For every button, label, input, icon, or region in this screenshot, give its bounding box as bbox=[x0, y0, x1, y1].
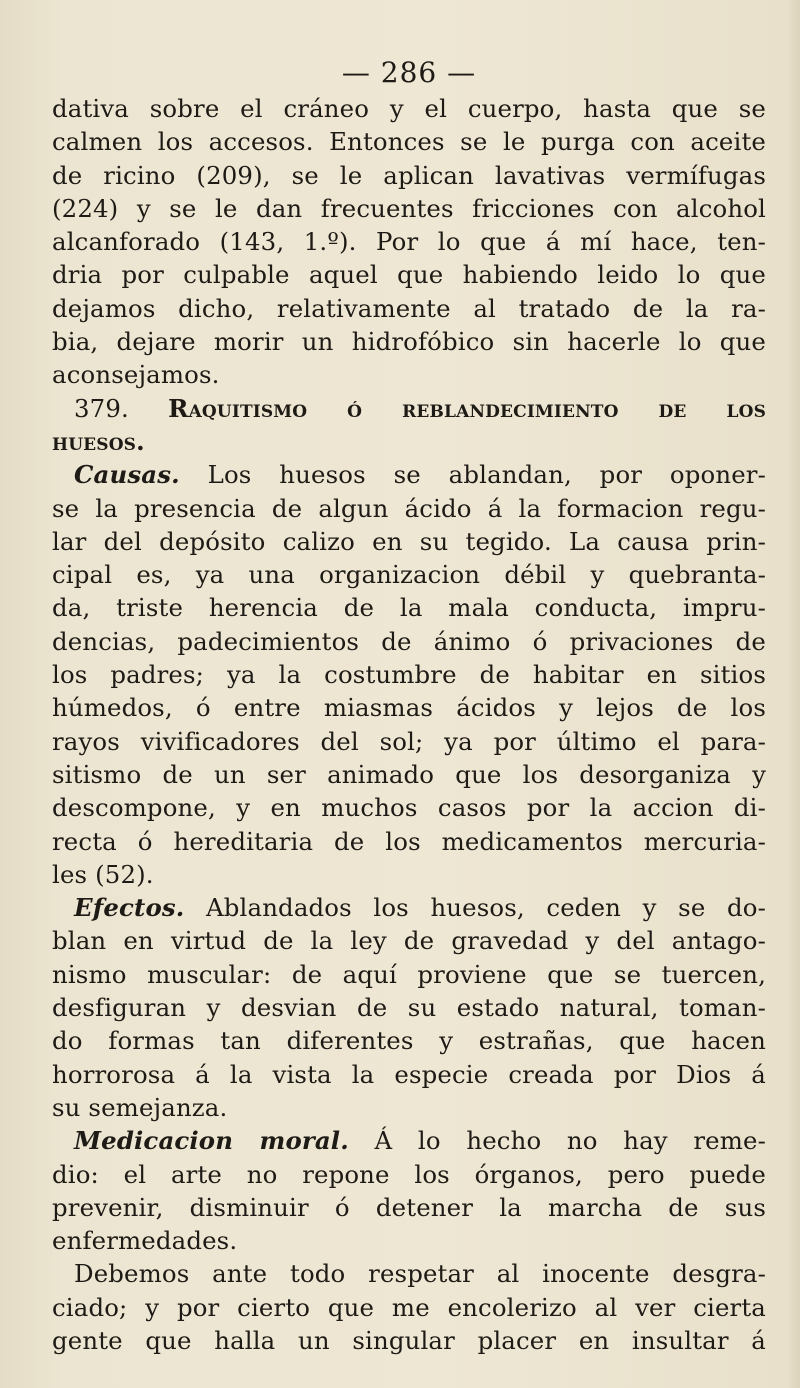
text-line: dio: el arte no repone los órganos, pero puede bbox=[52, 1159, 766, 1189]
text-line: se la presencia de algun ácido á la formacion regu- bbox=[52, 493, 766, 523]
text-line: de ricino (209), se le aplican lavativas vermífugas bbox=[52, 160, 766, 190]
section-title: Raquitismo ó reblandecimiento de los bbox=[168, 393, 766, 423]
causas-text: Los huesos se ablandan, por oponer- bbox=[207, 460, 766, 490]
text-line: calmen los accesos. Entonces se le purga con aceite bbox=[52, 127, 766, 157]
section-heading bbox=[52, 392, 766, 425]
text-line: su semejanza. bbox=[52, 1092, 228, 1122]
text-line: húmedos, ó entre miasmas ácidos y lejos de los bbox=[52, 693, 766, 723]
text-line: bia, dejare morir un hidrofóbico sin hacerle lo que bbox=[52, 327, 766, 357]
efectos-text: Ablandados los huesos, ceden y se do- bbox=[206, 893, 766, 923]
text-line: cipal es, ya una organizacion débil y quebranta- bbox=[52, 560, 766, 590]
section-number: 379. bbox=[74, 393, 129, 423]
text-line: da, triste herencia de la mala conducta, impru- bbox=[52, 593, 766, 623]
text-line: dencias, padecimientos de ánimo ó privaciones de bbox=[52, 626, 766, 656]
previous-paragraph bbox=[52, 92, 766, 392]
text-line: alcanforado (143, 1.º). Por lo que á mí hace, ten- bbox=[52, 227, 766, 257]
text-line: nismo muscular: de aquí proviene que se tuercen, bbox=[52, 959, 766, 989]
text-line: horrorosa á la vista la especie creada por Dios á bbox=[52, 1059, 766, 1089]
text-line: gente que halla un singular placer en insultar á bbox=[52, 1325, 766, 1355]
text-line: sitismo de un ser animado que los desorganiza y bbox=[52, 759, 766, 789]
text-line: desfiguran y desvian de su estado natural, toman- bbox=[52, 993, 766, 1023]
medicacion-first-line bbox=[52, 1124, 766, 1157]
text-line: dejamos dicho, relativamente al tratado de la ra- bbox=[52, 293, 766, 323]
causas-first-line bbox=[52, 458, 766, 491]
section-title-continued: huesos. bbox=[52, 426, 145, 456]
text-line: do formas tan diferentes y estrañas, que hacen bbox=[52, 1026, 766, 1056]
text-line: recta ó hereditaria de los medicamentos mercuria- bbox=[52, 826, 766, 856]
medicacion-text: Á lo hecho no hay reme- bbox=[374, 1126, 766, 1156]
efectos-first-line bbox=[52, 891, 766, 924]
text-line: ciado; y por cierto que me encolerizo al ver cierta bbox=[52, 1292, 766, 1322]
text-line: rayos vivificadores del sol; ya por último el para- bbox=[52, 726, 766, 756]
text-line: enfermedades. bbox=[52, 1226, 238, 1256]
text-line: los padres; ya la costumbre de habitar en sitios bbox=[52, 660, 766, 690]
medicacion-label: Medicacion moral. bbox=[74, 1126, 349, 1156]
text-line: lar del depósito calizo en su tegido. La causa prin- bbox=[52, 526, 766, 556]
text-line: prevenir, disminuir ó detener la marcha de sus bbox=[52, 1192, 766, 1222]
text-line: aconsejamos. bbox=[52, 360, 220, 390]
page-number: — 286 — bbox=[341, 56, 477, 89]
text-line: descompone, y en muchos casos por la accion di- bbox=[52, 793, 766, 823]
page-edge-shadow bbox=[786, 0, 800, 1388]
text-line: (224) y se le dan frecuentes fricciones con alcohol bbox=[52, 193, 766, 223]
text-line: dativa sobre el cráneo y el cuerpo, hasta que se bbox=[52, 94, 766, 123]
efectos-label: Efectos. bbox=[74, 893, 185, 923]
text-line: dria por culpable aquel que habiendo leido lo que bbox=[52, 260, 766, 290]
text-line: les (52). bbox=[52, 859, 154, 889]
text-line: blan en virtud de la ley de gravedad y del antago- bbox=[52, 926, 766, 956]
causas-label: Causas. bbox=[74, 460, 180, 490]
section-379 bbox=[52, 392, 766, 1358]
text-line: Debemos ante todo respetar al inocente desgra- bbox=[74, 1259, 766, 1289]
